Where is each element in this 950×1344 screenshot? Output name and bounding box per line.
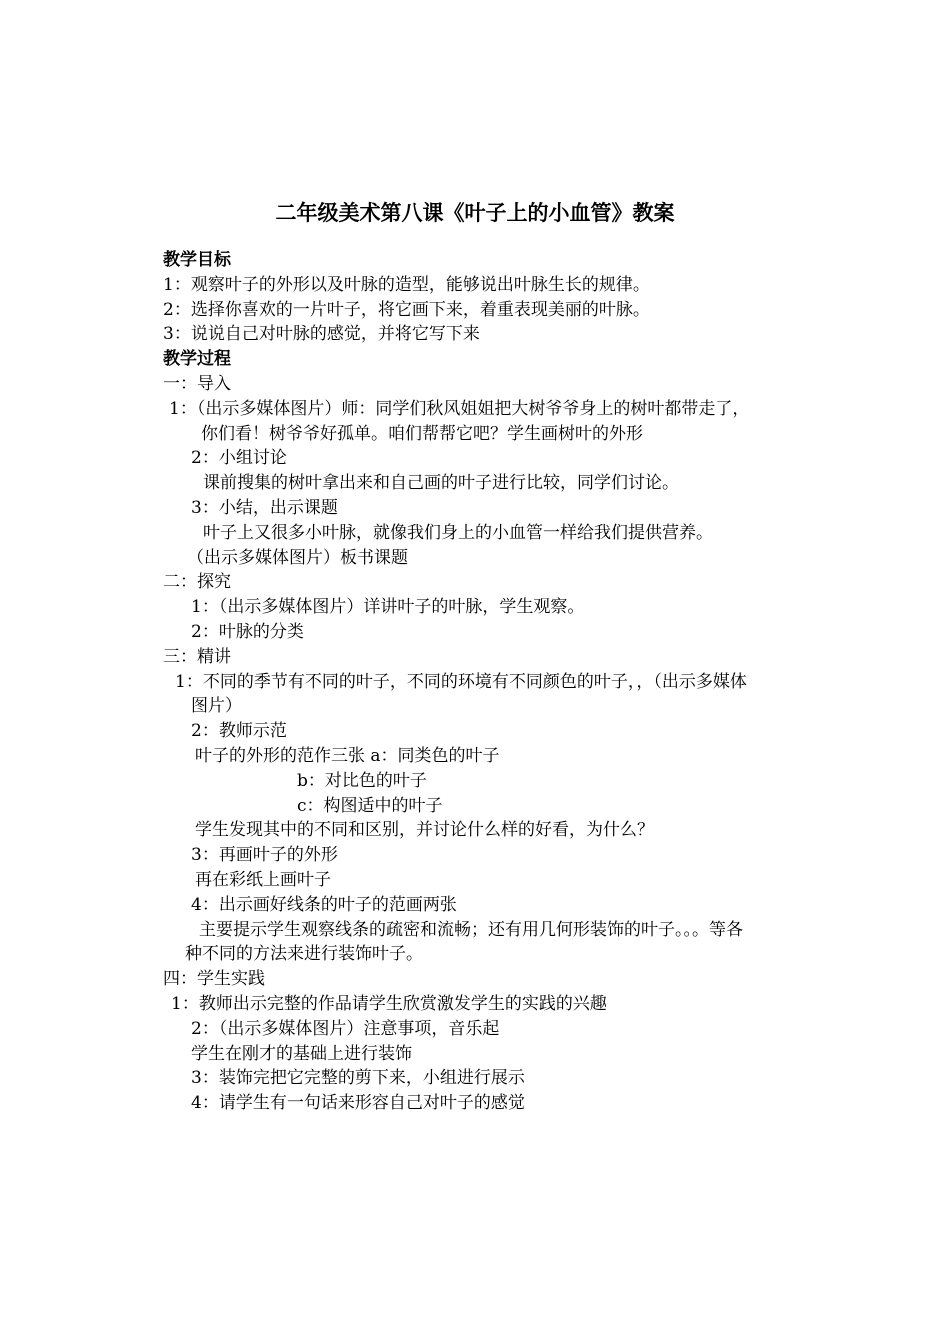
section-title: 二：探究 [163,572,231,593]
process-line: 3：再画叶子的外形 [191,845,338,866]
goal-item: 3：说说自己对叶脉的感觉，并将它写下来 [163,324,480,345]
process-line: 2：小组讨论 [191,448,287,469]
process-line: 叶子上又很多小叶脉，就像我们身上的小血管一样给我们提供营养。 [203,522,713,543]
goal-item: 2：选择你喜欢的一片叶子，将它画下来，着重表现美丽的叶脉。 [163,299,650,320]
goals-heading: 教学目标 [163,250,231,270]
process-line: 学生在刚才的基础上进行装饰 [191,1043,412,1064]
process-line: 2：教师示范 [191,721,287,742]
process-line: 叶子的外形的范作三张 a：同类色的叶子 [195,745,500,766]
process-line: 4：请学生有一句话来形容自己对叶子的感觉 [191,1093,525,1114]
section-title: 四：学生实践 [163,969,265,990]
process-line: 2：（出示多媒体图片）注意事项，音乐起 [191,1018,500,1039]
process-line: 3：小结，出示课题 [191,497,338,518]
process-line: 1：（出示多媒体图片）详讲叶子的叶脉，学生观察。 [191,597,585,618]
process-line: （出示多媒体图片）板书课题 [187,547,408,568]
process-line: 3：装饰完把它完整的剪下来，小组进行展示 [191,1068,525,1089]
process-line: 主要提示学生观察线条的疏密和流畅；还有用几何形装饰的叶子。。。等各 [199,919,743,940]
process-line: 种不同的方法来进行装饰叶子。 [185,944,423,965]
document-title: 二年级美术第八课《叶子上的小血管》教案 [275,201,675,225]
section-title: 一：导入 [163,373,231,394]
process-line: 1：（出示多媒体图片）师：同学们秋风姐姐把大树爷爷身上的树叶都带走了， [169,398,750,419]
process-line: 学生发现其中的不同和区别，并讨论什么样的好看，为什么？ [195,820,654,841]
goal-item: 1：观察叶子的外形以及叶脉的造型，能够说出叶脉生长的规律。 [163,274,650,295]
document-body [163,248,813,1116]
process-line: 你们看！树爷爷好孤单。咱们帮帮它吧？学生画树叶的外形 [201,423,643,444]
process-line: c：构图适中的叶子 [297,795,443,816]
process-line: 2：叶脉的分类 [191,621,304,642]
process-line: 1：教师出示完整的作品请学生欣赏激发学生的实践的兴趣 [171,993,607,1014]
process-heading: 教学过程 [163,349,231,370]
process-line: 图片） [191,696,242,717]
process-line: b：对比色的叶子 [297,770,427,791]
process-line: 课前搜集的树叶拿出来和自己画的叶子进行比较，同学们讨论。 [203,473,679,494]
section-title: 三：精讲 [163,646,231,667]
process-line: 4：出示画好线条的叶子的范画两张 [191,894,457,915]
process-line: 再在彩纸上画叶子 [195,869,331,890]
process-line: 1：不同的季节有不同的叶子，不同的环境有不同颜色的叶子，，（出示多媒体 [175,671,747,692]
